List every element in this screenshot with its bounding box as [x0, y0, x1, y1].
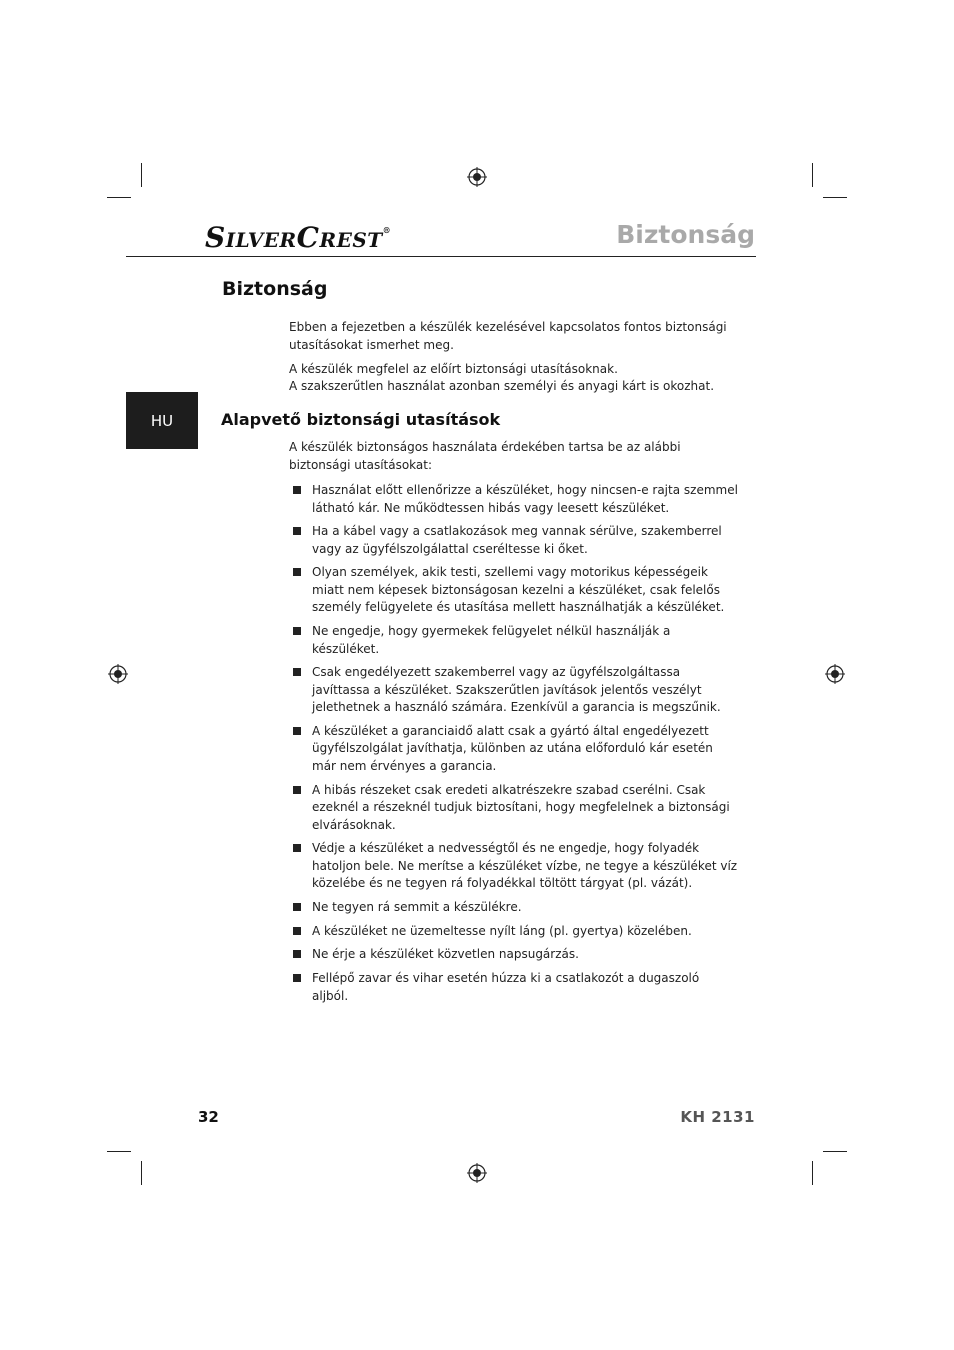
bullet-square-icon	[293, 527, 301, 535]
brand-logo: SILVERCREST®	[205, 221, 392, 254]
section-intro-line: A szakszerűtlen használat azonban személyi és anyagi kárt is okozhat.	[289, 379, 715, 393]
header-title: Biztonság	[616, 220, 755, 249]
crop-mark	[812, 163, 813, 187]
section-intro-line: A készülék megfelel az előírt biztonsági utasításoknak.	[289, 362, 618, 376]
bullet-square-icon	[293, 903, 301, 911]
bullet-square-icon	[293, 927, 301, 935]
registration-mark-icon	[108, 664, 128, 684]
list-item: Használat előtt ellenőrizze a készüléket, hogy nincsen-e rajta szemmel látható kár. Ne működtessen hibás vagy leesett készüléket.	[289, 482, 739, 517]
bullet-square-icon	[293, 668, 301, 676]
bullet-square-icon	[293, 727, 301, 735]
crop-mark	[107, 197, 131, 198]
registration-mark-icon	[467, 167, 487, 187]
bullet-square-icon	[293, 627, 301, 635]
list-item: Védje a készüléket a nedvességtől és ne engedje, hogy folyadék hatoljon bele. Ne merítse a készüléket vízbe, ne tegye a készüléket víz közelébe és ne tegyen rá folyadékkal töltött tárgyat (pl. vázát).	[289, 840, 739, 893]
crop-mark	[141, 163, 142, 187]
list-item: A készüléket a garanciaidő alatt csak a gyártó által engedélyezett ügyfélszolgálat javíthatja, különben az utána előforduló kár esetén már nem érvényes a garancia.	[289, 723, 739, 776]
crop-mark	[823, 197, 847, 198]
list-item: A hibás részeket csak eredeti alkatrészekre szabad cserélni. Csak ezeknél a részeknél tudjuk biztosítani, hogy megfelelnek a biztonsági elvárásoknak.	[289, 782, 739, 835]
language-label: HU	[150, 411, 174, 430]
list-item: Fellépő zavar és vihar esetén húzza ki a csatlakozót a dugaszoló aljból.	[289, 970, 739, 1005]
safety-instructions-list	[289, 482, 739, 1011]
subsection-intro: A készülék biztonságos használata érdekében tartsa be az alábbi biztonsági utasításokat:	[289, 440, 681, 472]
crop-mark	[812, 1161, 813, 1185]
list-item: A készüléket ne üzemeltesse nyílt láng (pl. gyertya) közelében.	[289, 923, 739, 941]
section-title: Biztonság	[222, 278, 328, 300]
section-intro: Ebben a fejezetben a készülék kezelésével kapcsolatos fontos biztonsági utasításokat ismerhet meg.	[289, 320, 727, 352]
crop-mark	[107, 1151, 131, 1152]
list-item: Ne tegyen rá semmit a készülékre.	[289, 899, 739, 917]
registration-mark-icon	[467, 1163, 487, 1183]
crop-mark	[141, 1161, 142, 1185]
bullet-square-icon	[293, 786, 301, 794]
page-number: 32	[198, 1108, 219, 1126]
bullet-square-icon	[293, 950, 301, 958]
list-item: Olyan személyek, akik testi, szellemi vagy motorikus képességeik miatt nem képesek biztonságosan kezelni a készüléket, csak felelős személy felügyelete és utasítása mellett használhatják a készüléket.	[289, 564, 739, 617]
header-divider	[126, 256, 756, 257]
list-item: Ne engedje, hogy gyermekek felügyelet nélkül használják a készüléket.	[289, 623, 739, 658]
subsection-title: Alapvető biztonsági utasítások	[221, 410, 501, 429]
bullet-square-icon	[293, 486, 301, 494]
model-number: KH 2131	[680, 1108, 755, 1126]
crop-mark	[823, 1151, 847, 1152]
registration-mark-icon	[825, 664, 845, 684]
bullet-square-icon	[293, 568, 301, 576]
list-item: Ha a kábel vagy a csatlakozások meg vannak sérülve, szakemberrel vagy az ügyfélszolgálattal cseréltesse ki őket.	[289, 523, 739, 558]
bullet-square-icon	[293, 974, 301, 982]
list-item: Ne érje a készüléket közvetlen napsugárzás.	[289, 946, 739, 964]
bullet-square-icon	[293, 844, 301, 852]
list-item: Csak engedélyezett szakemberrel vagy az ügyfélszolgáltassa javíttassa a készüléket. Szakszerűtlen javítások jelentős veszélyt jelethetnek a használó számára. Ezenkívül a garancia is megszűnik.	[289, 664, 739, 717]
language-tab	[126, 392, 198, 449]
